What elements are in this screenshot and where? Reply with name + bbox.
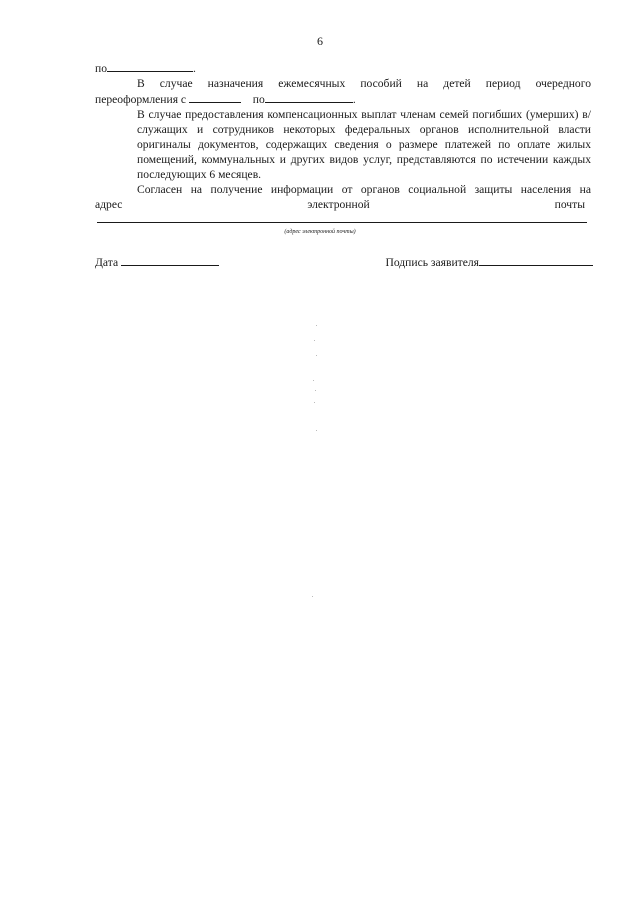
date-field — [95, 254, 219, 269]
scan-speck — [315, 390, 316, 391]
page-number: 6 — [317, 34, 323, 48]
date-blank[interactable] — [121, 254, 219, 266]
signature-blank[interactable] — [479, 254, 593, 266]
scan-speck — [314, 402, 315, 403]
signature-field — [385, 254, 593, 269]
reregistration-from-blank[interactable] — [189, 91, 241, 103]
date-label: Дата — [95, 256, 119, 269]
period-end-line — [95, 60, 591, 76]
scan-speck — [313, 380, 314, 381]
period-end-prefix: по — [95, 62, 108, 75]
period-end-dot: . — [193, 62, 196, 75]
reregistration-to-label: по — [252, 93, 265, 106]
signature-row — [95, 254, 593, 269]
scan-speck — [314, 340, 315, 341]
consent-word-address: адрес — [95, 198, 123, 211]
scan-speck — [316, 355, 317, 356]
monthly-benefit-paragraph-line2 — [95, 91, 591, 107]
reregistration-from-label: переоформления с — [95, 93, 187, 106]
consent-paragraph-line1: Согласен на получение информации от органов социальной защиты населения на — [137, 183, 591, 196]
document-body — [95, 60, 591, 212]
email-input-line[interactable] — [97, 222, 587, 223]
reregistration-dot: . — [352, 93, 356, 106]
scan-speck — [312, 596, 313, 597]
period-end-blank[interactable] — [107, 60, 193, 72]
reregistration-to-blank[interactable] — [265, 91, 353, 103]
scan-speck — [316, 430, 317, 431]
monthly-benefit-paragraph-line1: В случае назначения ежемесячных пособий на детей период очередного — [137, 77, 591, 90]
consent-word-mail: почты — [554, 198, 585, 211]
signature-label: Подпись заявителя — [385, 256, 479, 269]
compensation-paragraph — [95, 107, 591, 182]
scan-speck — [316, 325, 317, 326]
consent-paragraph-line2 — [95, 197, 591, 212]
consent-word-electronic: электронной — [307, 198, 370, 211]
compensation-paragraph-text: В случае предоставления компенсационных выплат членам семей погибших (умерших) в/служащих и сотрудников некоторых федеральных органов исполнительной власти оригиналы документов, содержащих сведения о размере платежей по оплате жилых помещений, коммунальных и других видов услуг, представляются по истечении каждых последующих 6 месяцев. — [137, 108, 591, 181]
email-caption: (адрес электронной почты) — [284, 229, 356, 235]
